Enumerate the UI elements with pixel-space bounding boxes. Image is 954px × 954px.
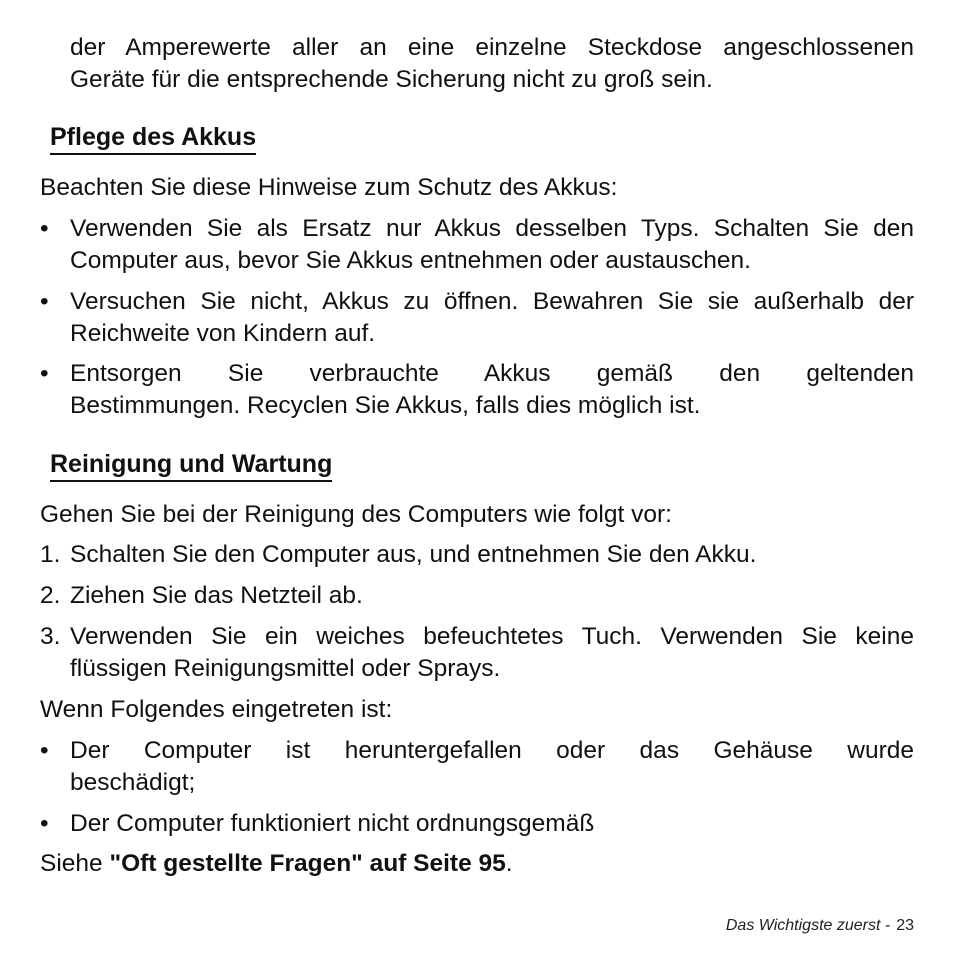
cleaning-step-1: Schalten Sie den Computer aus, und entnehmen Sie den Akku. [70,541,757,568]
akku-item-1-line-1: Verwenden Sie als Ersatz nur Akkus desselben Typs. Schalten Sie den [70,215,914,242]
akku-item-3-line-1: Entsorgen Sie verbrauchte Akkus gemäß den geltenden [70,360,914,387]
bullet-marker: • [40,288,49,315]
akku-item-1-line-2: Computer aus, bevor Sie Akkus entnehmen oder austauschen. [70,247,751,274]
see-suffix: . [505,850,513,877]
section-heading-reinigung: Reinigung und Wartung [50,449,332,482]
page-footer [726,917,914,935]
bullet-marker: • [40,737,49,764]
condition-1-line-1: Der Computer ist heruntergefallen oder das Gehäuse wurde [70,737,914,764]
akku-item-3-line-2: Bestimmungen. Recyclen Sie Akkus, falls dies möglich ist. [70,392,701,419]
condition-1-line-2: beschädigt; [70,769,196,796]
intro-line-2: Geräte für die entsprechende Sicherung nicht zu groß sein. [70,66,713,93]
section2-lead-2: Wenn Folgendes eingetreten ist: [40,696,393,723]
page-number: 23 [896,917,914,934]
cleaning-step-3-line-1: Verwenden Sie ein weiches befeuchtetes Tuch. Verwenden Sie keine [70,623,914,650]
step-number: 3. [40,623,61,650]
bullet-marker: • [40,810,49,837]
see-reference [40,848,914,880]
bullet-marker: • [40,360,49,387]
see-prefix: Siehe [40,850,110,877]
cleaning-step-3-line-2: flüssigen Reinigungsmittel oder Sprays. [70,655,501,682]
section-heading-akku: Pflege des Akkus [50,122,256,155]
intro-line-1: der Amperewerte aller an eine einzelne Steckdose angeschlossenen [70,34,914,61]
footer-chapter: Das Wichtigste zuerst - [725,917,891,934]
cleaning-step-2: Ziehen Sie das Netzteil ab. [70,582,363,609]
akku-item-2-line-2: Reichweite von Kindern auf. [70,320,376,347]
bullet-marker: • [40,215,49,242]
condition-2: Der Computer funktioniert nicht ordnungsgemäß [70,810,595,837]
step-number: 2. [40,582,61,609]
section1-lead: Beachten Sie diese Hinweise zum Schutz des Akkus: [40,174,618,201]
akku-item-2-line-1: Versuchen Sie nicht, Akkus zu öffnen. Bewahren Sie sie außerhalb der [70,288,914,315]
step-number: 1. [40,541,61,568]
section2-lead: Gehen Sie bei der Reinigung des Computers wie folgt vor: [40,501,672,528]
faq-link[interactable]: "Oft gestellte Fragen" auf Seite 95 [109,850,506,877]
